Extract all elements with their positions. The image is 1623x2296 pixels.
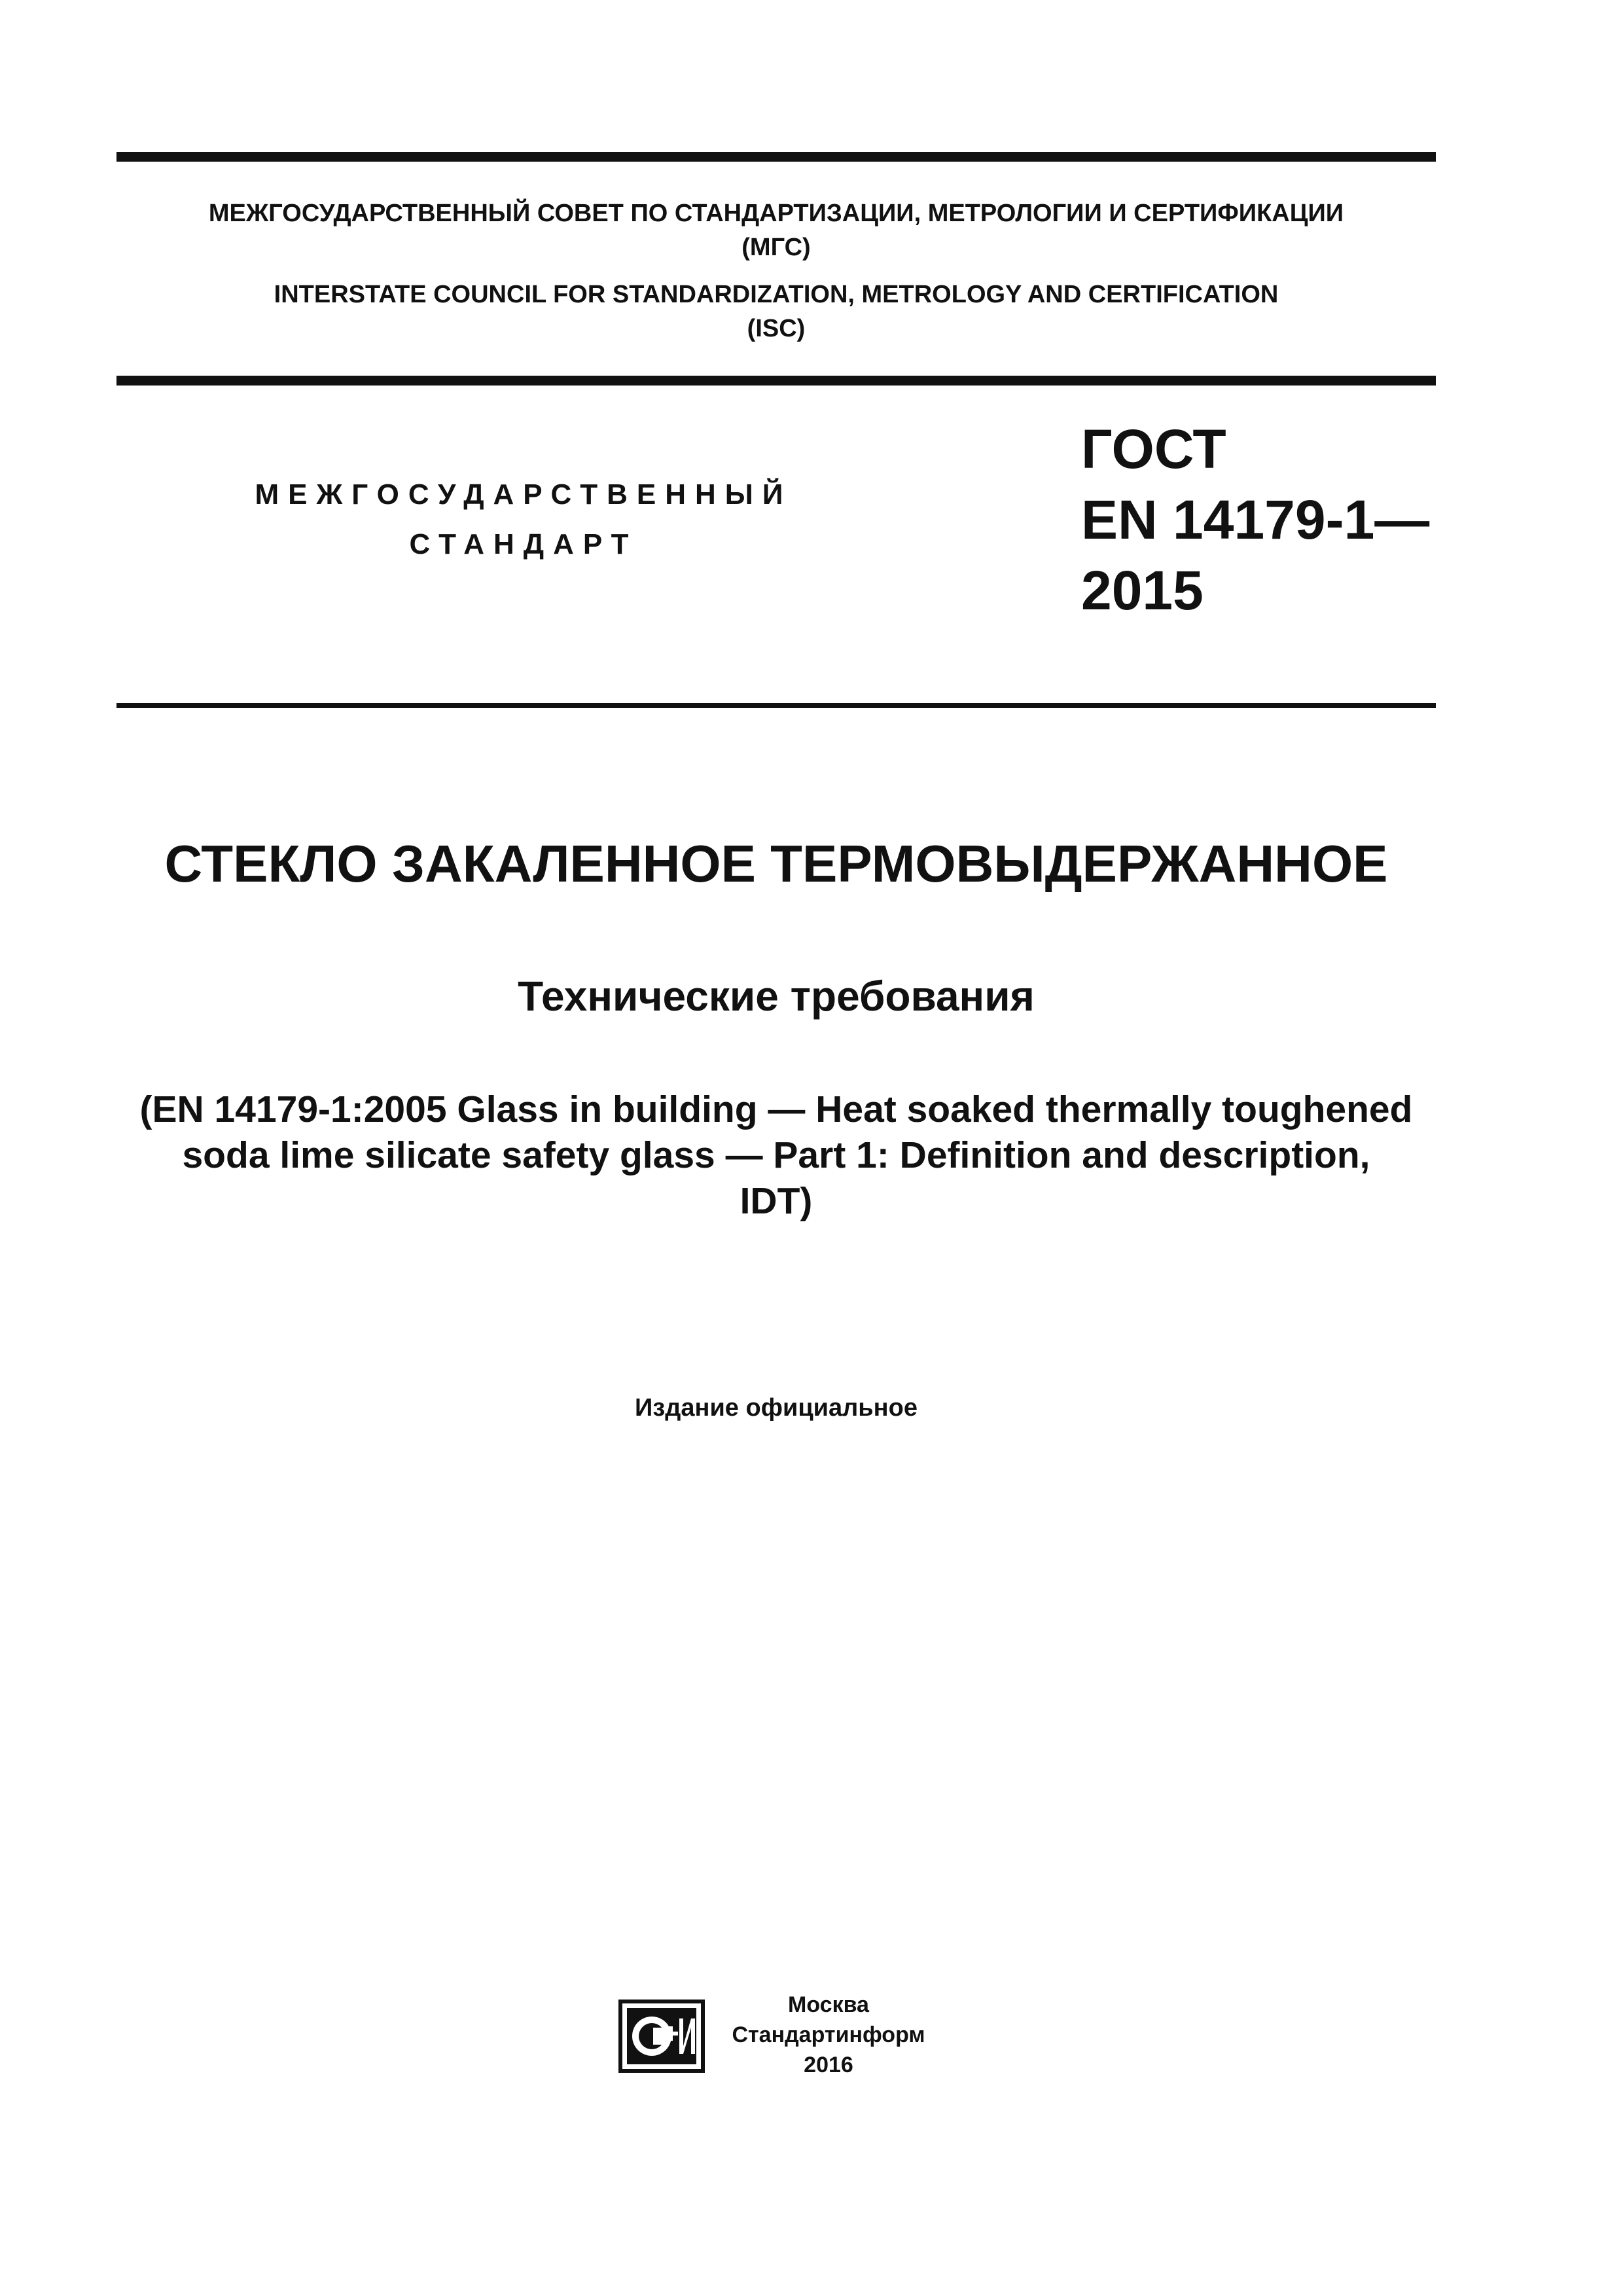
standard-type [196,470,851,569]
council-name-en-line1: INTERSTATE COUNCIL FOR STANDARDIZATION, METROLOGY AND CERTIFICATION [274,281,1279,308]
edition-note: Издание официальное [635,1394,918,1422]
council-abbrev-ru: (МГС) [741,234,811,261]
council-bottom-rule [116,376,1436,386]
top-rule [116,152,1436,162]
designation-line3: 2015 [1081,560,1204,621]
publisher-block [717,1990,940,2080]
document-subtitle: Технические требования [518,973,1035,1020]
publisher-city: Москва [788,1992,869,2017]
publication-year: 2016 [804,2053,853,2077]
standartinform-logo [618,1999,705,2073]
council-abbrev-en: (ISC) [747,315,806,342]
reference-line2: soda lime silicate safety glass — Part 1: Definition and description, [182,1134,1370,1176]
standard-type-line1: МЕЖГОСУДАРСТВЕННЫЙ [255,478,793,511]
header-bottom-rule [116,703,1436,708]
standard-designation [1081,414,1429,626]
standard-type-line2: СТАНДАРТ [409,528,638,560]
reference-line1: (EN 14179-1:2005 Glass in building — Heat soaked thermally toughened [139,1088,1413,1130]
publisher-name: Стандартинформ [732,2022,925,2047]
council-name-ru-line1: МЕЖГОСУДАРСТВЕННЫЙ СОВЕТ ПО СТАНДАРТИЗАЦИИ, МЕТРОЛОГИИ И СЕРТИФИКАЦИИ [208,200,1344,227]
designation-line2: EN 14179-1— [1081,489,1430,550]
document-title: СТЕКЛО ЗАКАЛЕННОЕ ТЕРМОВЫДЕРЖАННОЕ [164,834,1388,893]
designation-line1: ГОСТ [1081,418,1226,480]
council-name-ru [116,196,1436,264]
reference-line3: IDT) [740,1180,813,1222]
source-standard-reference [116,1086,1436,1224]
council-name-en [116,278,1436,346]
